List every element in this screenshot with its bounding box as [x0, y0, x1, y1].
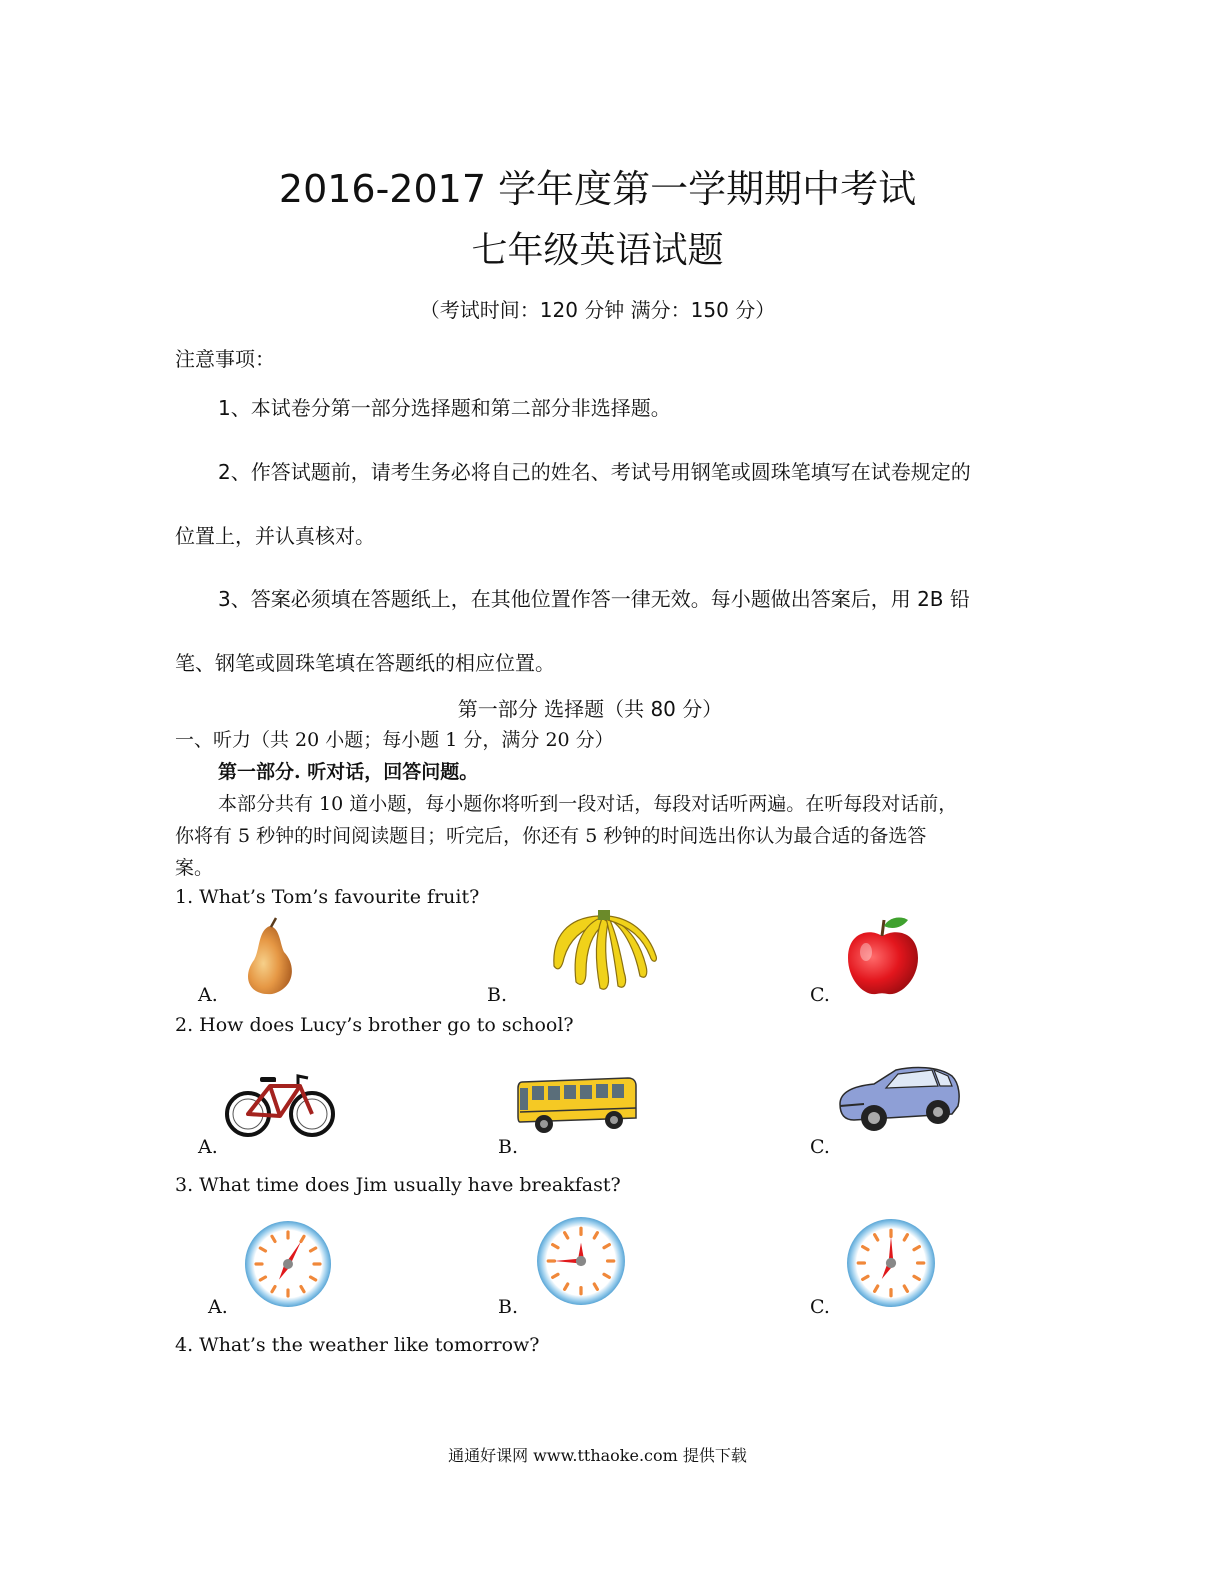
notice-item-2-line-1: 2、作答试题前，请考生务必将自己的姓名、考试号用钢笔或圆珠笔填写在试卷规定的: [218, 460, 971, 484]
bicycle-image: [224, 1072, 338, 1140]
instructions-line-3: 案。: [175, 857, 214, 879]
q2-option-c[interactable]: C.: [810, 1136, 830, 1158]
question-3-text: 3. What time does Jim usually have breakfast?: [175, 1174, 621, 1196]
q2-option-b[interactable]: B.: [498, 1136, 519, 1158]
bus-image: [516, 1074, 638, 1136]
clock-a-image: [244, 1220, 332, 1308]
q3-option-a[interactable]: A.: [208, 1296, 228, 1318]
q2-option-a[interactable]: A.: [198, 1136, 218, 1158]
car-image: [834, 1062, 962, 1134]
part1-heading: 第一部分 选择题（共 80 分）: [457, 697, 723, 721]
apple-image: [842, 914, 924, 998]
question-1-text: 1. What’s Tom’s favourite fruit?: [175, 886, 480, 908]
notice-item-2-line-2: 位置上，并认真核对。: [175, 524, 375, 548]
exam-title: 2016-2017 学年度第一学期期中考试: [278, 167, 917, 211]
exam-subtitle: 七年级英语试题: [471, 230, 724, 271]
q3-option-c[interactable]: C.: [810, 1296, 830, 1318]
section-title: 一、听力（共 20 小题；每小题 1 分，满分 20 分）: [175, 729, 614, 751]
q1-option-b[interactable]: B.: [487, 984, 508, 1006]
subsection-title: 第一部分. 听对话，回答问题。: [218, 761, 479, 783]
notice-item-3-line-2: 笔、钢笔或圆珠笔填在答题纸的相应位置。: [175, 651, 555, 675]
q1-option-a[interactable]: A.: [198, 984, 218, 1006]
instructions-line-1: 本部分共有 10 道小题，每小题你将听到一段对话，每段对话听两遍。在听每段对话前，: [218, 793, 958, 815]
question-4-text: 4. What’s the weather like tomorrow?: [175, 1334, 540, 1356]
pear-image: [240, 918, 300, 998]
question-2-text: 2. How does Lucy’s brother go to school?: [175, 1014, 574, 1036]
notice-heading: 注意事项：: [175, 347, 275, 371]
q3-option-b[interactable]: B.: [498, 1296, 519, 1318]
clock-b-image: [536, 1216, 626, 1306]
instructions-line-2: 你将有 5 秒钟的时间阅读题目；听完后，你还有 5 秒钟的时间选出你认为最合适的备选答: [175, 825, 927, 847]
footer-text: 通通好课网 www.tthaoke.com 提供下载: [448, 1446, 747, 1465]
bananas-image: [548, 906, 660, 992]
notice-item-3-line-1: 3、答案必须填在答题纸上，在其他位置作答一律无效。每小题做出答案后，用 2B 铅: [218, 587, 970, 611]
notice-item-1: 1、本试卷分第一部分选择题和第二部分非选择题。: [218, 396, 671, 420]
q1-option-c[interactable]: C.: [810, 984, 830, 1006]
clock-c-image: [846, 1218, 936, 1308]
exam-info: （考试时间：120 分钟 满分：150 分）: [419, 298, 776, 322]
